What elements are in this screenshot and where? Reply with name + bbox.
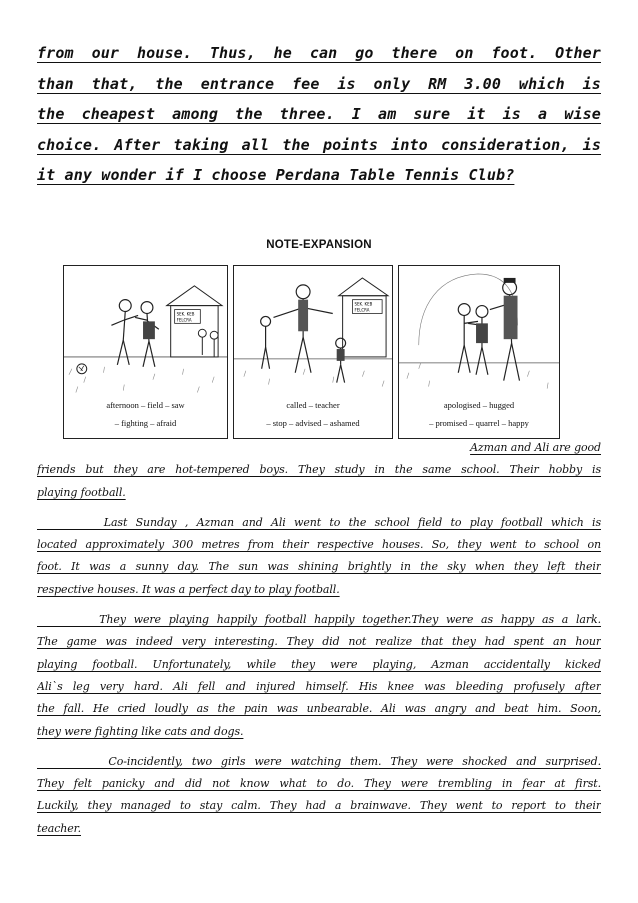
- sign-text: FELCRA: [354, 307, 370, 313]
- essay-line: friends but they are hot-tempered boys. They study in the same school. Their hobby is: [37, 463, 601, 477]
- boys-apologise-illustration: [399, 266, 559, 438]
- picture-panel-1: [63, 265, 228, 439]
- essay-line: foot. It was a sunny day. The sun was shining brightly in the sky when they left their: [37, 560, 601, 574]
- essay-line: playing football.: [37, 485, 126, 499]
- essay-line: the fall. He cried loudly as the pain was unbearable. Ali was angry and beat him. Soon,: [37, 702, 601, 716]
- essay-line: They felt panicky and did not know what to do. They were trembling in fear at first.: [37, 777, 601, 791]
- picture-panel-2: [233, 265, 393, 439]
- essay-line: They were playing happily football happily together.They were as happy as a lark.: [37, 613, 601, 627]
- essay-line: Azman and Ali are good: [470, 441, 601, 454]
- fighting-boys-illustration: [64, 266, 227, 438]
- sign-text: SEK. KEB: [354, 301, 373, 307]
- teacher-stops-fight-illustration: [234, 266, 392, 438]
- essay-line: Last Sunday , Azman and Ali went to the school field to play football which is: [37, 515, 601, 529]
- essay-line: located approximately 300 metres from their respective houses. So, they went to school on: [37, 538, 601, 552]
- top-paragraph-line: than that, the entrance fee is only RM 3.00 which is: [37, 74, 601, 93]
- essay-line: playing football. Unfortunately, while they were playing, Azman accidentally kicked: [37, 657, 601, 671]
- top-paragraph: [37, 38, 601, 191]
- essay-line: respective houses. It was a perfect day to play football.: [37, 582, 340, 596]
- picture-caption-line2: – fighting – afraid: [114, 418, 177, 428]
- essay-line: teacher.: [37, 821, 81, 835]
- essay-line: The game was indeed very interesting. They did not realize that they had spent an hour: [37, 635, 601, 649]
- essay-line: Luckily, they managed to stay calm. They had a brainwave. They went to report to their: [37, 799, 601, 813]
- section-heading: NOTE-EXPANSION: [266, 239, 372, 251]
- picture-panel-3: [398, 265, 560, 439]
- picture-caption-line1: apologised – hugged: [443, 400, 515, 410]
- top-paragraph-line: the cheapest among the three. I am sure it is a wise: [37, 105, 601, 123]
- top-paragraph-line: it any wonder if I choose Perdana Table Tennis Club?: [37, 166, 515, 184]
- top-paragraph-line: choice. After taking all the points into consideration, is: [37, 135, 601, 154]
- essay-line: they were fighting like cats and dogs.: [37, 724, 244, 738]
- essay-body: [37, 437, 601, 840]
- picture-caption-line2: – stop – advised – ashamed: [266, 418, 360, 428]
- sign-text: FELCRA: [176, 317, 192, 323]
- top-paragraph-line: from our house. Thus, he can go there on foot. Other: [37, 44, 601, 62]
- picture-caption-line2: – promised – quarrel – happy: [429, 418, 529, 428]
- picture-caption-line1: afternoon – field – saw: [106, 400, 185, 410]
- essay-line: Ali`s leg very hard. Ali fell and injured himself. His knee was bleeding profusely after: [37, 679, 601, 693]
- picture-caption-line1: called – teacher: [286, 400, 340, 410]
- sign-text: SEK. KEB: [176, 311, 195, 317]
- essay-line: Co-incidently, two girls were watching them. They were shocked and surprised.: [37, 754, 601, 768]
